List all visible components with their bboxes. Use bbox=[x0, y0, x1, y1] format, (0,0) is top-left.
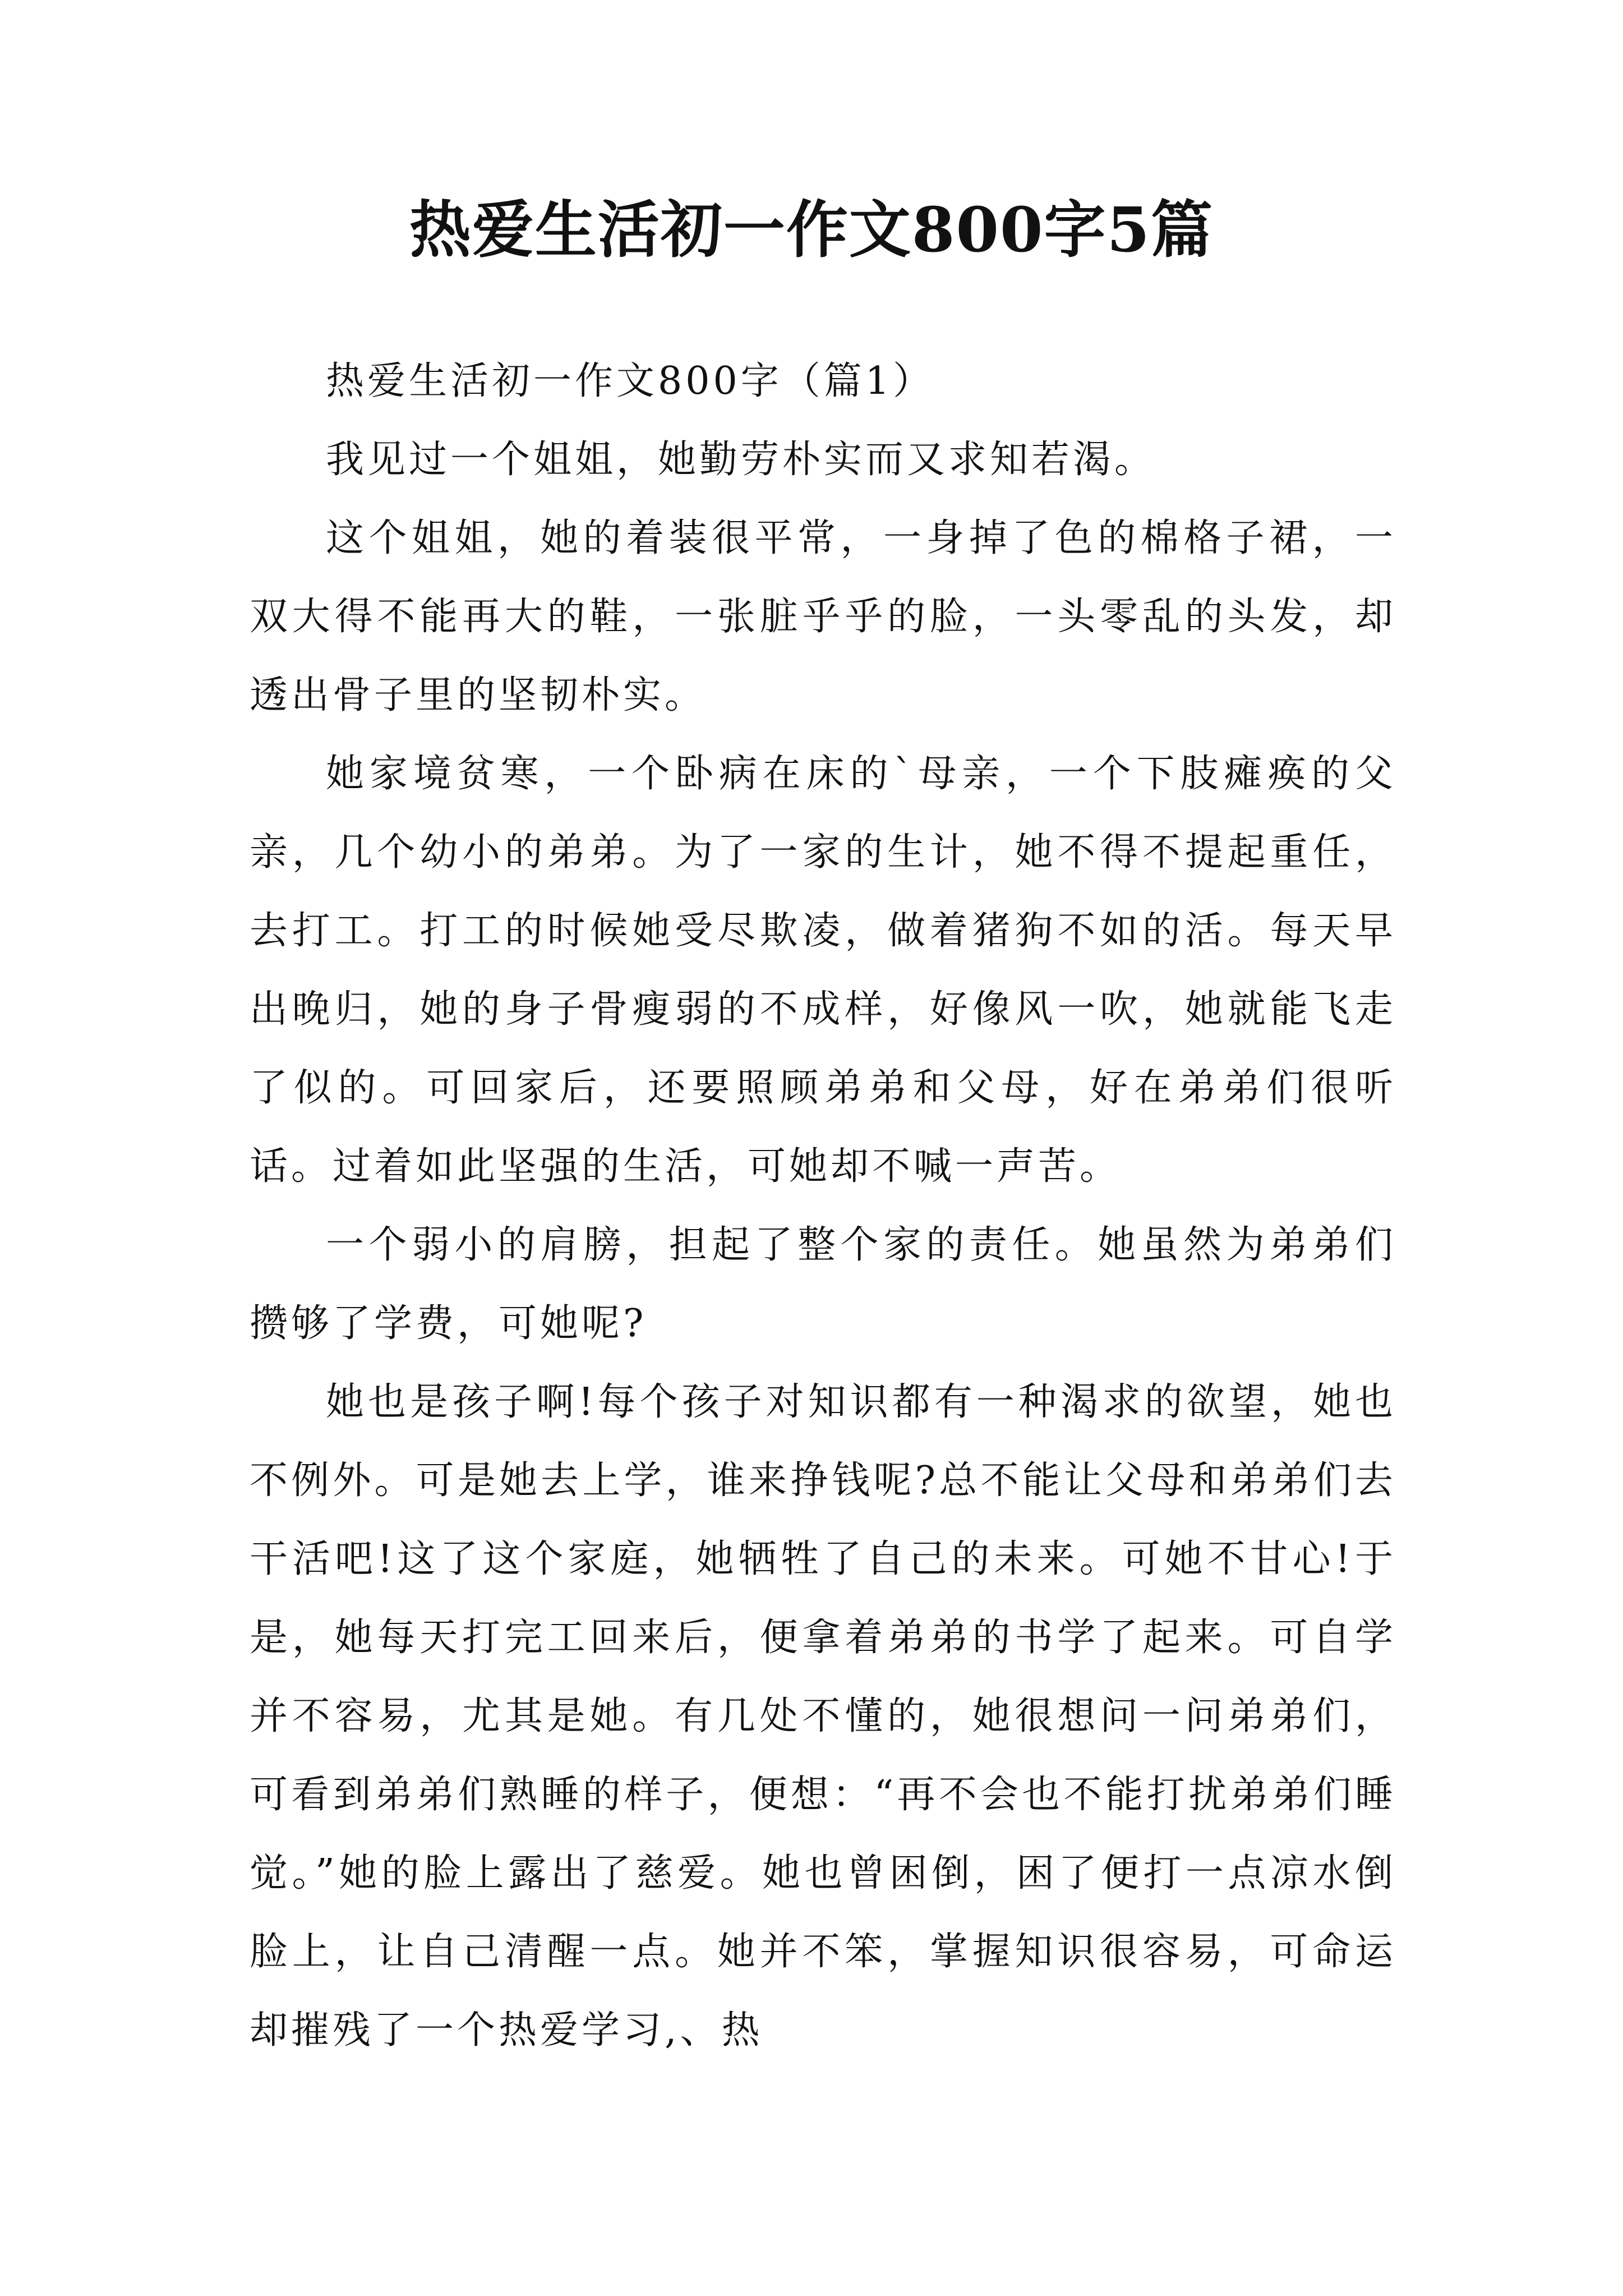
paragraph: 一个弱小的肩膀，担起了整个家的责任。她虽然为弟弟们攒够了学费，可她呢? bbox=[250, 1223, 1396, 1346]
paragraph: 她家境贫寒，一个卧病在床的`母亲，一个下肢瘫痪的父亲，几个幼小的弟弟。为了一家的生计，她不得不提起重任，去打工。打工的时候她受尽欺凌，做着猪狗不如的活。每天早出晚归，她的身子骨瘦弱的不成样，好像风一吹，她就能飞走了似的。可回家后，还要照顾弟弟和父母，好在弟弟们很听话。过着如此坚强的生活，可她却不喊一声苦。 bbox=[250, 752, 1396, 1189]
document-title: 热爱生活初一作文800字5篇 bbox=[409, 194, 1214, 266]
paragraph: 她也是孩子啊!每个孩子对知识都有一种渴求的欲望，她也不例外。可是她去上学，谁来挣钱呢?总不能让父母和弟弟们去干活吧!这了这个家庭，她牺牲了自己的未来。可她不甘心!于是，她每天打完工回来后，便拿着弟弟的书学了起来。可自学并不容易，尤其是她。有几处不懂的，她很想问一问弟弟们，可看到弟弟们熟睡的样子，便想：“再不会也不能打扰弟弟们睡觉。”她的脸上露出了慈爱。她也曾困倒，困了便打一点凉水倒脸上，让自己清醒一点。她并不笨，掌握知识很容易，可命运却摧残了一个热爱学习,、热 bbox=[250, 1380, 1397, 2053]
document-body bbox=[250, 342, 1396, 2070]
section-heading: 热爱生活初一作文800字（篇1） bbox=[326, 359, 935, 403]
paragraph: 我见过一个姐姐，她勤劳朴实而又求知若渴。 bbox=[326, 438, 1156, 482]
paragraph: 这个姐姐，她的着装很平常，一身掉了色的棉格子裙，一双大得不能再大的鞋，一张脏乎乎的脸，一头零乱的头发，却透出骨子里的坚韧朴实。 bbox=[250, 516, 1396, 717]
